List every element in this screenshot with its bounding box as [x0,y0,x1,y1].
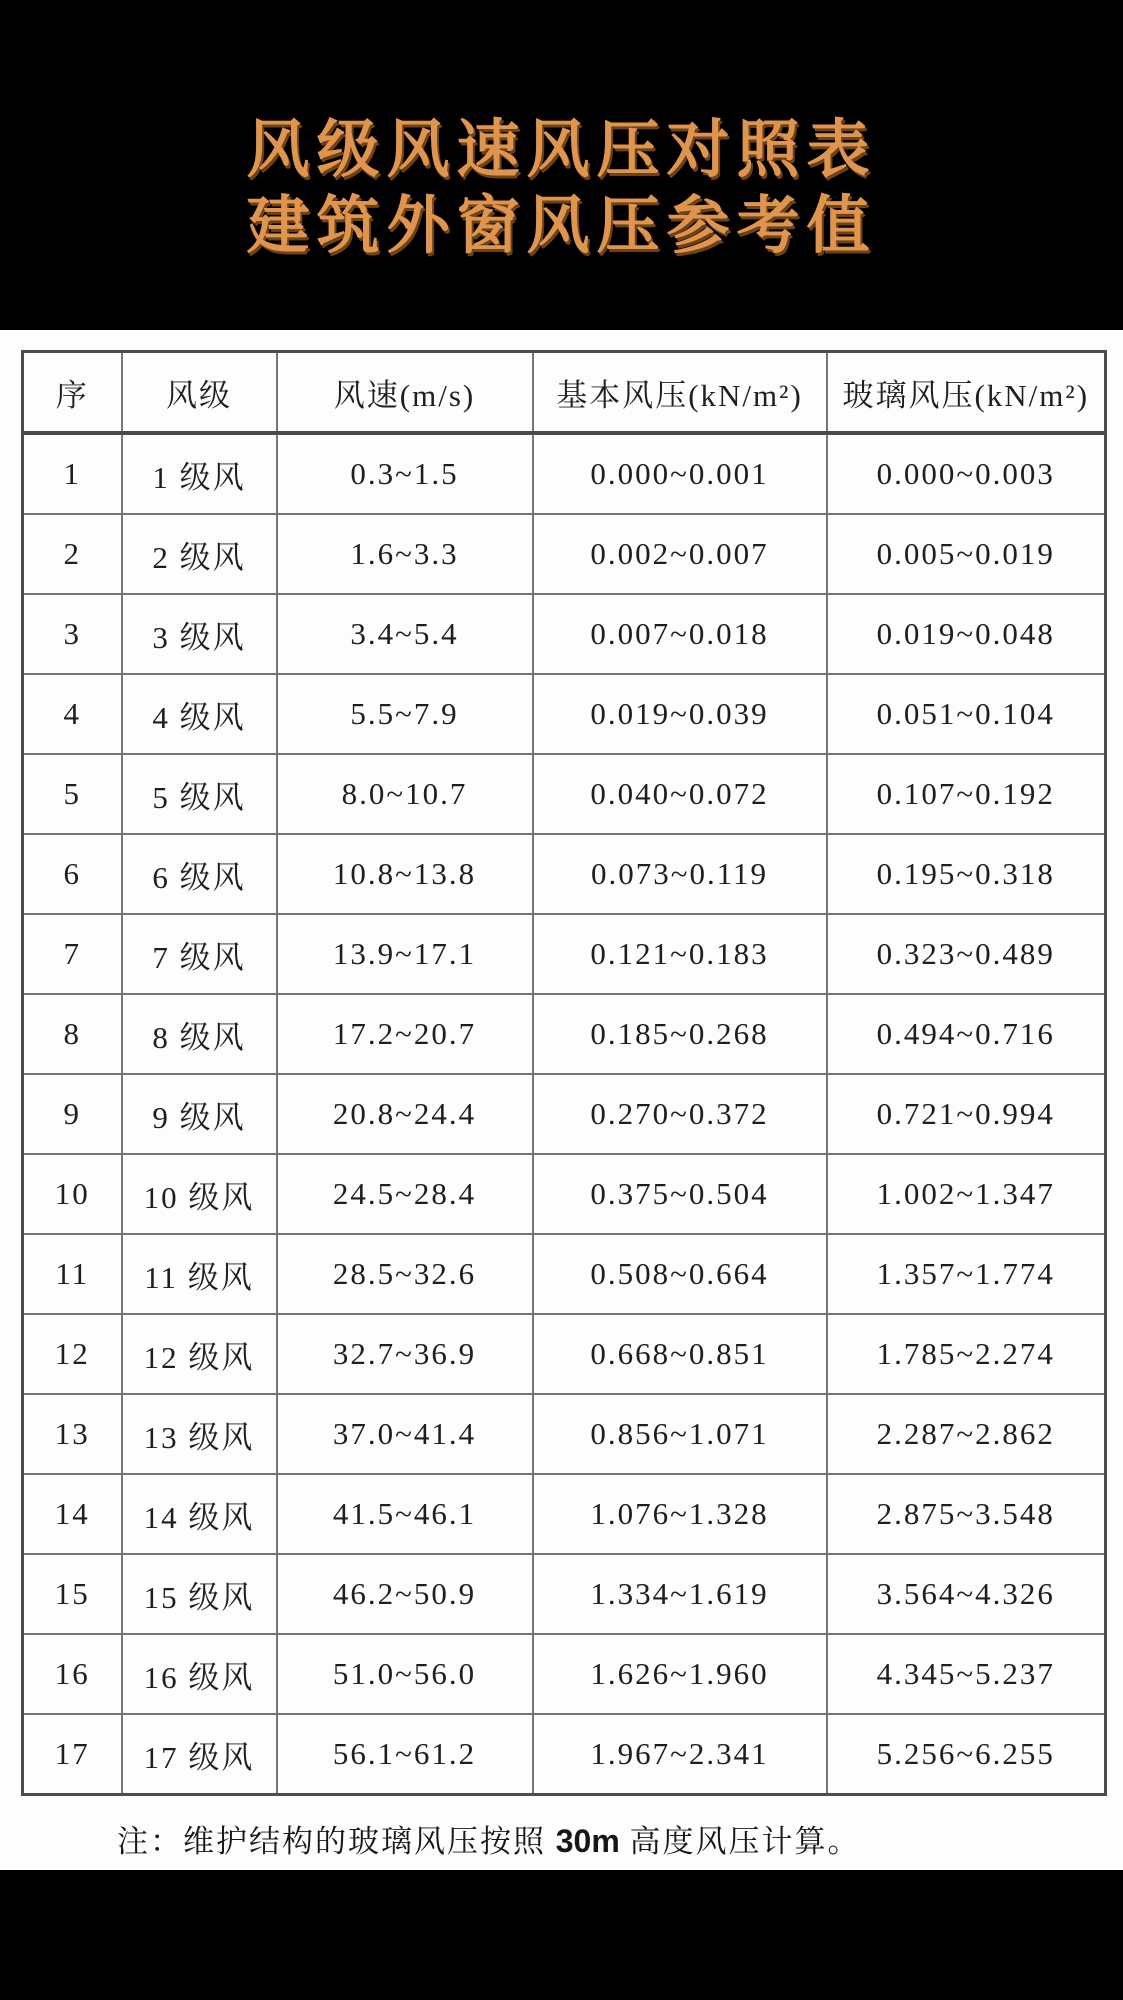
glass-pressure-cell: 1.002~1.347 [827,1154,1106,1234]
wind-speed-cell: 13.9~17.1 [277,914,533,994]
basic-pressure-cell: 0.121~0.183 [533,914,827,994]
wind-speed-cell: 28.5~32.6 [277,1234,533,1314]
basic-pressure-cell: 1.334~1.619 [533,1554,827,1634]
seq-cell: 12 [23,1314,122,1394]
table-body [23,433,1106,1795]
wind-level-cell: 13 级风 [122,1394,277,1474]
seq-cell: 13 [23,1394,122,1474]
table-row [23,1234,1106,1314]
table-row [23,433,1106,514]
footnote-height-value: 30m [555,1823,620,1859]
basic-pressure-cell: 0.668~0.851 [533,1314,827,1394]
glass-pressure-cell: 0.494~0.716 [827,994,1106,1074]
basic-pressure-cell: 1.967~2.341 [533,1714,827,1795]
seq-cell: 10 [23,1154,122,1234]
table-row [23,994,1106,1074]
seq-cell: 17 [23,1714,122,1795]
basic-pressure-cell: 0.508~0.664 [533,1234,827,1314]
wind-level-cell: 5 级风 [122,754,277,834]
seq-cell: 15 [23,1554,122,1634]
glass-pressure-cell: 2.287~2.862 [827,1394,1106,1474]
basic-pressure-cell: 0.000~0.001 [533,433,827,514]
seq-cell: 1 [23,433,122,514]
glass-pressure-cell: 1.785~2.274 [827,1314,1106,1394]
table-row [23,1314,1106,1394]
seq-cell: 6 [23,834,122,914]
glass-pressure-cell: 2.875~3.548 [827,1474,1106,1554]
wind-speed-cell: 0.3~1.5 [277,433,533,514]
glass-pressure-cell: 0.000~0.003 [827,433,1106,514]
page-title-line-2: 建筑外窗风压参考值 [246,191,877,261]
header-wind-speed: 风速(m/s) [277,352,533,434]
wind-speed-cell: 46.2~50.9 [277,1554,533,1634]
seq-cell: 5 [23,754,122,834]
wind-speed-cell: 3.4~5.4 [277,594,533,674]
seq-cell: 16 [23,1634,122,1714]
footnote-suffix: 高度风压计算。 [619,1824,861,1859]
basic-pressure-cell: 1.626~1.960 [533,1634,827,1714]
wind-level-cell: 15 级风 [122,1554,277,1634]
table-row [23,1554,1106,1634]
wind-speed-cell: 10.8~13.8 [277,834,533,914]
glass-pressure-cell: 0.019~0.048 [827,594,1106,674]
wind-level-cell: 14 级风 [122,1474,277,1554]
header-basic-pressure: 基本风压(kN/m²) [533,352,827,434]
table-row [23,1394,1106,1474]
wind-level-cell: 17 级风 [122,1714,277,1795]
seq-cell: 7 [23,914,122,994]
wind-speed-cell: 17.2~20.7 [277,994,533,1074]
glass-pressure-cell: 3.564~4.326 [827,1554,1106,1634]
glass-pressure-cell: 0.107~0.192 [827,754,1106,834]
wind-speed-cell: 8.0~10.7 [277,754,533,834]
wind-level-cell: 10 级风 [122,1154,277,1234]
basic-pressure-cell: 0.073~0.119 [533,834,827,914]
basic-pressure-cell: 0.185~0.268 [533,994,827,1074]
glass-pressure-cell: 0.323~0.489 [827,914,1106,994]
wind-speed-cell: 41.5~46.1 [277,1474,533,1554]
glass-pressure-cell: 0.005~0.019 [827,514,1106,594]
table-row [23,1154,1106,1234]
wind-speed-cell: 24.5~28.4 [277,1154,533,1234]
header-glass-pressure: 玻璃风压(kN/m²) [827,352,1106,434]
seq-cell: 2 [23,514,122,594]
seq-cell: 14 [23,1474,122,1554]
wind-speed-cell: 5.5~7.9 [277,674,533,754]
wind-pressure-table [21,350,1107,1796]
table-row [23,674,1106,754]
wind-level-cell: 9 级风 [122,1074,277,1154]
wind-level-cell: 6 级风 [122,834,277,914]
table-header-row [23,352,1106,434]
basic-pressure-cell: 0.270~0.372 [533,1074,827,1154]
wind-level-cell: 3 级风 [122,594,277,674]
glass-pressure-cell: 5.256~6.255 [827,1714,1106,1795]
seq-cell: 3 [23,594,122,674]
basic-pressure-cell: 0.002~0.007 [533,514,827,594]
table-row [23,1074,1106,1154]
basic-pressure-cell: 0.856~1.071 [533,1394,827,1474]
wind-speed-cell: 20.8~24.4 [277,1074,533,1154]
glass-pressure-cell: 1.357~1.774 [827,1234,1106,1314]
wind-level-cell: 11 级风 [122,1234,277,1314]
title-banner [0,0,1123,330]
wind-speed-cell: 32.7~36.9 [277,1314,533,1394]
footnote-prefix: 注：维护结构的玻璃风压按照 [117,1824,556,1859]
header-wind-level: 风级 [122,352,277,434]
wind-level-cell: 12 级风 [122,1314,277,1394]
table-row [23,834,1106,914]
seq-cell: 4 [23,674,122,754]
basic-pressure-cell: 0.019~0.039 [533,674,827,754]
wind-speed-cell: 51.0~56.0 [277,1634,533,1714]
table-sheet [0,330,1123,1870]
table-row [23,1474,1106,1554]
table-row [23,914,1106,994]
wind-level-cell: 16 级风 [122,1634,277,1714]
basic-pressure-cell: 0.007~0.018 [533,594,827,674]
header-seq: 序 [23,352,122,434]
table-row [23,754,1106,834]
basic-pressure-cell: 0.040~0.072 [533,754,827,834]
wind-level-cell: 1 级风 [122,433,277,514]
glass-pressure-cell: 0.195~0.318 [827,834,1106,914]
table-row [23,594,1106,674]
wind-speed-cell: 56.1~61.2 [277,1714,533,1795]
table-row [23,514,1106,594]
page-title-line-1: 风级风速风压对照表 [246,115,877,185]
wind-level-cell: 2 级风 [122,514,277,594]
bottom-band [0,1870,1123,2000]
glass-pressure-cell: 0.721~0.994 [827,1074,1106,1154]
glass-pressure-cell: 4.345~5.237 [827,1634,1106,1714]
seq-cell: 8 [23,994,122,1074]
seq-cell: 9 [23,1074,122,1154]
footnote [117,1816,1104,1861]
table-row [23,1714,1106,1795]
glass-pressure-cell: 0.051~0.104 [827,674,1106,754]
wind-speed-cell: 1.6~3.3 [277,514,533,594]
wind-level-cell: 8 级风 [122,994,277,1074]
wind-level-cell: 7 级风 [122,914,277,994]
wind-speed-cell: 37.0~41.4 [277,1394,533,1474]
basic-pressure-cell: 1.076~1.328 [533,1474,827,1554]
seq-cell: 11 [23,1234,122,1314]
table-row [23,1634,1106,1714]
wind-level-cell: 4 级风 [122,674,277,754]
basic-pressure-cell: 0.375~0.504 [533,1154,827,1234]
